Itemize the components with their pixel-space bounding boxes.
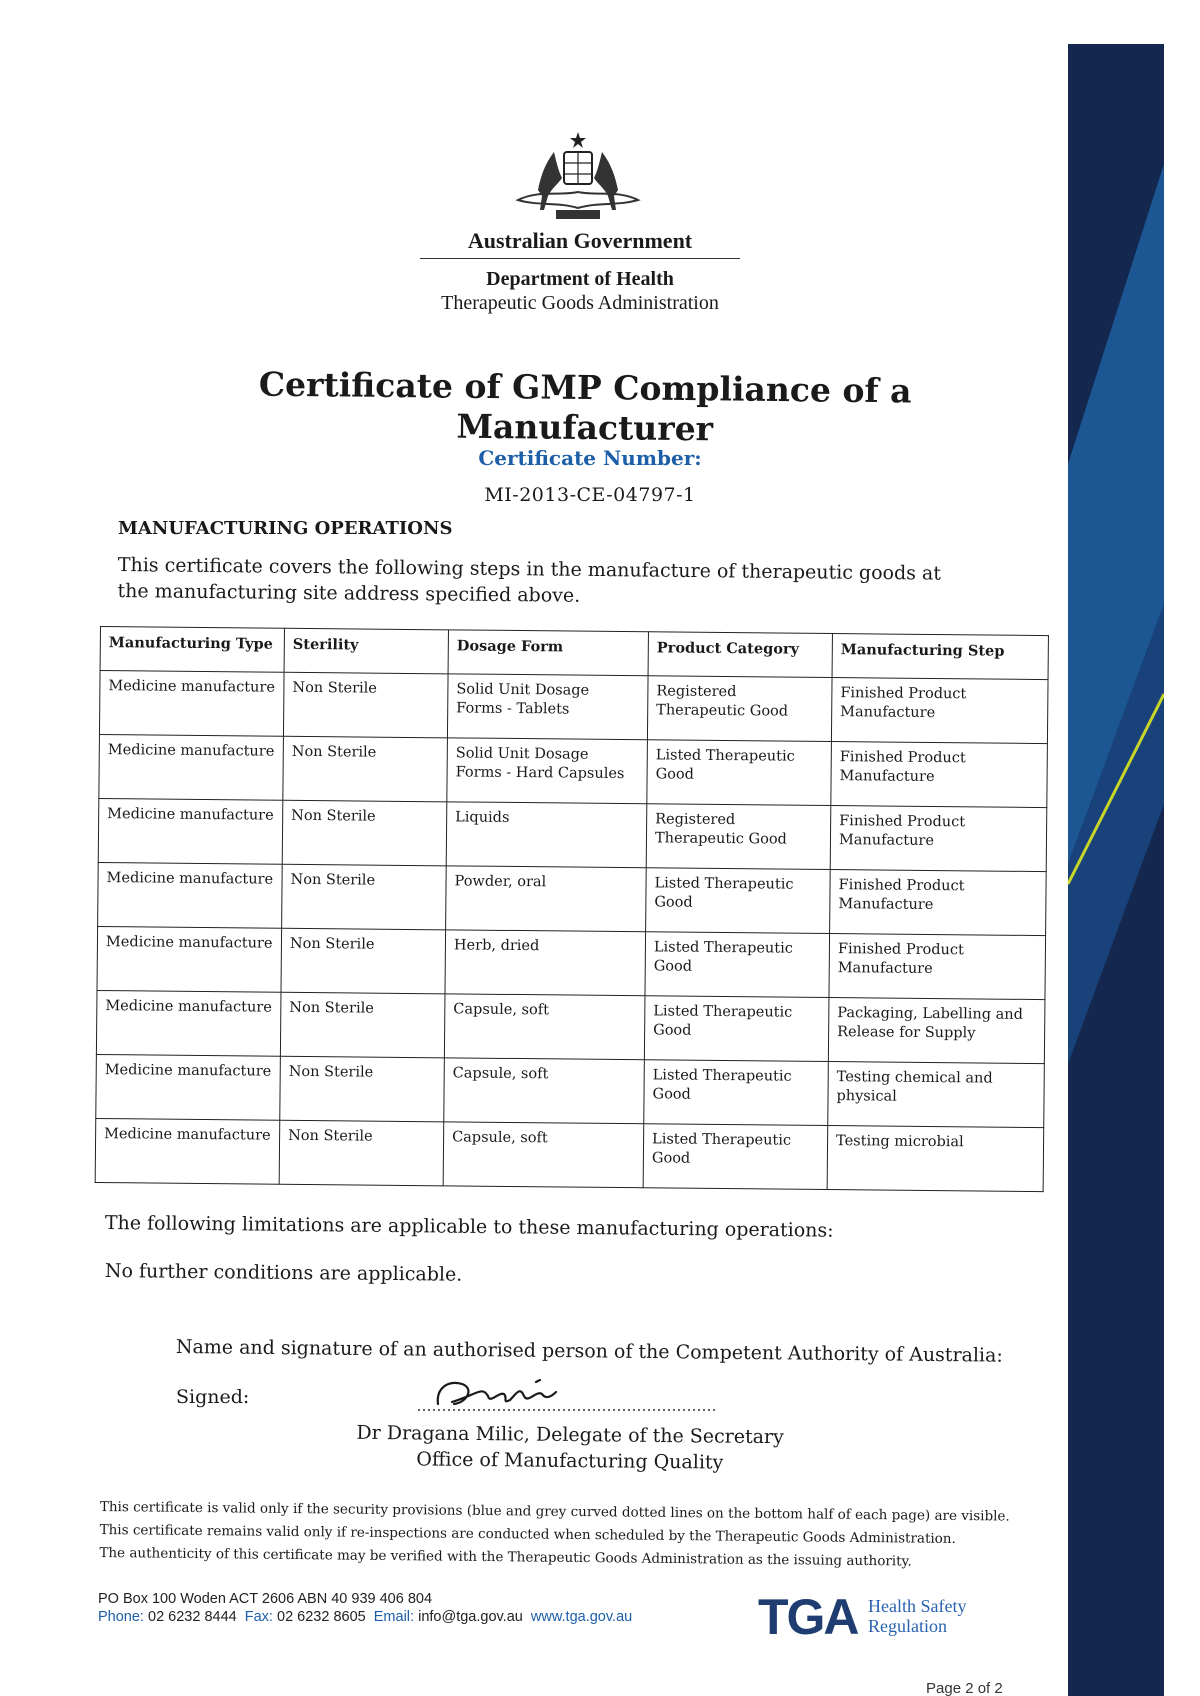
table-row [99,671,1048,744]
validity-notes [99,1496,1020,1575]
dosage-form-cell: Herb, dried [445,930,646,996]
dosage-form-cell: Solid Unit Dosage Forms - Tablets [447,674,648,740]
column-header: Manufacturing Type [100,627,284,673]
column-header: Sterility [284,628,448,674]
dosage-form-cell: Capsule, soft [444,1058,645,1124]
limitations-text: No further conditions are applicable. [104,1260,463,1286]
validity-note: This certificate is valid only if the security provisions (blue and grey curved dotted lines on the bottom half of each page) are visible. [99,1498,1010,1525]
column-header: Dosage Form [448,630,648,676]
product-category-cell: Registered Therapeutic Good [647,676,832,742]
dosage-form-cell: Solid Unit Dosage Forms - Hard Capsules [447,738,648,804]
manufacturing-step-cell: Testing microbial [827,1126,1044,1192]
footer-contact [98,1608,632,1626]
column-header: Manufacturing Step [832,634,1048,680]
limitations-intro: The following limitations are applicable to these manufacturing operations: [104,1212,834,1242]
table-row [98,798,1047,871]
signatory-name: Dr Dragana Milic, Delegate of the Secretary [356,1421,784,1449]
manufacturing-type-cell: Medicine manufacture [96,990,281,1056]
manufacturing-step-cell: Finished Product Manufacture [831,742,1048,808]
sterility-cell: Non Sterile [281,928,446,994]
signatory-office: Office of Manufacturing Quality [416,1448,724,1474]
manufacturing-type-cell: Medicine manufacture [99,734,284,800]
manufacturing-type-cell: Medicine manufacture [95,1118,280,1184]
product-category-cell: Listed Therapeutic Good [645,932,830,998]
decorative-side-band [1068,44,1164,1696]
product-category-cell: Listed Therapeutic Good [644,996,829,1062]
tga-logo-mark: TGA [758,1589,858,1645]
sterility-cell: Non Sterile [283,736,448,802]
manufacturing-type-cell: Medicine manufacture [98,798,283,864]
manufacturing-operations-table [95,626,1049,1192]
table-row [96,1054,1045,1127]
product-category-cell: Listed Therapeutic Good [644,1060,829,1126]
validity-note: The authenticity of this certificate may be verified with the Therapeutic Goods Administration as the issuing authority. [99,1544,912,1570]
government-header [420,228,740,315]
signed-label: Signed: [176,1386,250,1408]
page-number: Page 2 of 2 [926,1680,1003,1696]
email-label: Email: [373,1609,415,1625]
phone-value: 02 6232 8444 [148,1609,237,1625]
manufacturing-type-cell: Medicine manufacture [99,671,284,737]
table-row [95,1118,1044,1191]
manufacturing-type-cell: Medicine manufacture [98,862,283,928]
dosage-form-cell: Liquids [446,802,647,868]
dosage-form-cell: Powder, oral [446,866,647,932]
certificate-number: MI-2013-CE-04797-1 [484,484,696,506]
tga-tagline-line1: Health Safety [868,1596,967,1616]
tga-tagline-line2: Regulation [868,1616,947,1636]
sterility-cell: Non Sterile [282,800,447,866]
manufacturing-step-cell: Testing chemical and physical [828,1062,1045,1128]
table-row [97,926,1046,999]
dosage-form-cell: Capsule, soft [443,1122,644,1188]
product-category-cell: Listed Therapeutic Good [647,740,832,806]
sterility-cell: Non Sterile [280,1056,445,1122]
phone-label: Phone: [98,1609,144,1625]
manufacturing-type-cell: Medicine manufacture [97,926,282,992]
department-name: Department of Health [486,268,674,290]
section-heading: MANUFACTURING OPERATIONS [118,518,453,539]
certificate-title: Certificate of GMP Compliance of a Manufacturer [258,364,912,449]
dosage-form-cell: Capsule, soft [444,994,645,1060]
table-row [98,862,1047,935]
column-header: Product Category [648,632,832,678]
tga-logo-tagline [868,1596,966,1636]
tga-logo [758,1589,988,1646]
signatory [330,1419,811,1476]
sterility-cell: Non Sterile [282,864,447,930]
sterility-cell: Non Sterile [279,1120,444,1186]
manufacturing-type-cell: Medicine manufacture [96,1054,281,1120]
coat-of-arms-icon [508,130,648,230]
manufacturing-step-cell: Finished Product Manufacture [829,934,1046,1000]
product-category-cell: Listed Therapeutic Good [643,1124,828,1190]
footer-address: PO Box 100 Woden ACT 2606 ABN 40 939 406 804 [98,1591,433,1607]
manufacturing-step-cell: Finished Product Manufacture [830,870,1047,936]
email-link[interactable]: info@tga.gov.au [418,1609,523,1625]
product-category-cell: Listed Therapeutic Good [646,868,831,934]
validity-note: This certificate remains valid only if re-inspections are conducted when scheduled by the Therapeutic Goods Administration. [99,1521,956,1547]
signature-icon [418,1374,718,1414]
sterility-cell: Non Sterile [283,672,448,738]
manufacturing-step-cell: Packaging, Labelling and Release for Supply [828,998,1045,1064]
fax-label: Fax: [244,1609,273,1625]
sterility-cell: Non Sterile [280,992,445,1058]
table-row [99,734,1048,807]
authorisation-statement: Name and signature of an authorised person of the Competent Authority of Australia: [175,1336,1003,1367]
agency-name: Therapeutic Goods Administration [441,292,719,314]
operations-intro: This certificate covers the following steps in the manufacture of therapeutic goods at the manufacturing site address specified above. [117,553,942,607]
certificate-number-label: Certificate Number: [478,446,702,470]
fax-value: 02 6232 8605 [277,1609,366,1625]
product-category-cell: Registered Therapeutic Good [646,804,831,870]
manufacturing-step-cell: Finished Product Manufacture [830,806,1047,872]
website-link[interactable]: www.tga.gov.au [530,1609,633,1625]
table-row [96,990,1045,1063]
manufacturing-step-cell: Finished Product Manufacture [831,678,1048,744]
header-divider [420,258,740,259]
government-name: Australian Government [467,228,693,253]
